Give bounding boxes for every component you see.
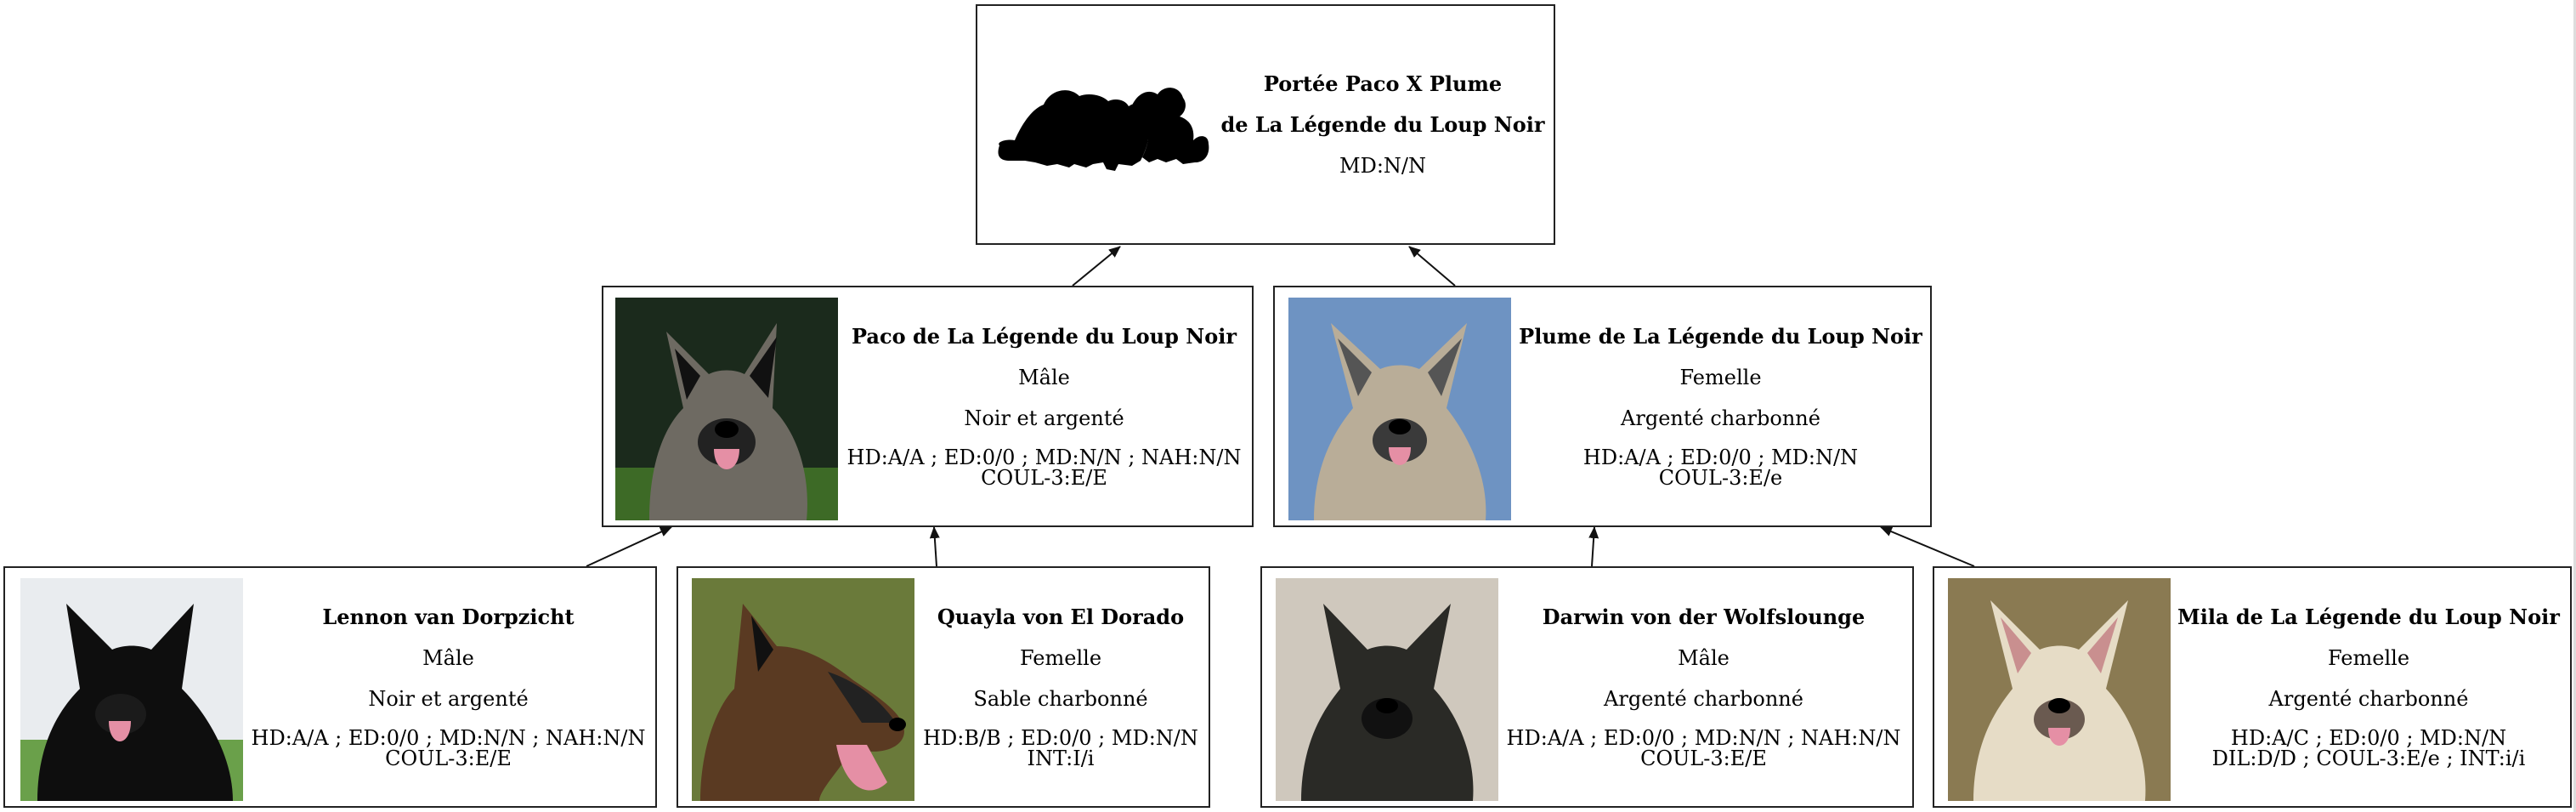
mila-genetics: DIL:D/D ; COUL-3:E/e ; INT:i/i [2211, 747, 2526, 770]
mila-name: Mila de La Légende du Loup Noir [2177, 605, 2560, 629]
darwin-color: Argenté charbonné [1604, 687, 1803, 711]
lennon-sex: Mâle [422, 646, 474, 670]
edge-mila-to-plume [1881, 527, 1974, 566]
parent-node-paco[interactable] [602, 286, 1254, 527]
paco-photo [615, 298, 838, 520]
litter-node[interactable] [976, 4, 1555, 245]
lennon-name: Lennon van Dorpzicht [322, 605, 575, 629]
plume-genetics: COUL-3:E/e [1658, 466, 1783, 490]
plume-name: Plume de La Légende du Loup Noir [1519, 324, 1922, 349]
darwin-health: HD:A/A ; ED:0/0 ; MD:N/N ; NAH:N/N [1506, 726, 1901, 750]
paco-sex: Mâle [1018, 366, 1070, 389]
mila-health: HD:A/C ; ED:0/0 ; MD:N/N [2230, 726, 2507, 750]
edge-paco-to-litter [1073, 247, 1120, 286]
quayla-genetics: INT:I/i [1027, 747, 1095, 770]
grandparent-node-quayla[interactable] [677, 566, 1210, 808]
darwin-genetics: COUL-3:E/E [1640, 747, 1767, 770]
plume-sex: Femelle [1679, 366, 1762, 389]
edge-quayla-to-paco [934, 527, 937, 566]
darwin-photo [1276, 578, 1498, 801]
grandparent-node-darwin[interactable] [1260, 566, 1914, 808]
mila-sex: Femelle [2327, 646, 2410, 670]
quayla-health: HD:B/B ; ED:0/0 ; MD:N/N [923, 726, 1198, 750]
quayla-name: Quayla von El Dorado [937, 605, 1185, 629]
lennon-color: Noir et argenté [368, 687, 529, 711]
plume-color: Argenté charbonné [1621, 406, 1820, 430]
quayla-sex: Femelle [1019, 646, 1102, 670]
parent-node-plume[interactable] [1273, 286, 1932, 527]
edge-darwin-to-plume [1592, 527, 1594, 566]
plume-health: HD:A/A ; ED:0/0 ; MD:N/N [1582, 446, 1859, 469]
paco-health: HD:A/A ; ED:0/0 ; MD:N/N ; NAH:N/N [846, 446, 1242, 469]
litter-title: Portée Paco X Plume [1263, 71, 1503, 96]
quayla-photo [692, 578, 914, 801]
puppies-silhouette-icon [991, 79, 1214, 181]
grandparent-node-mila[interactable] [1933, 566, 2572, 808]
mila-photo [1948, 578, 2171, 801]
litter-md: MD:N/N [1339, 153, 1426, 178]
grandparent-node-lennon[interactable] [3, 566, 657, 808]
lennon-genetics: COUL-3:E/E [385, 747, 512, 770]
darwin-sex: Mâle [1678, 646, 1730, 670]
lennon-photo [20, 578, 243, 801]
paco-name: Paco de La Légende du Loup Noir [852, 324, 1237, 349]
edge-plume-to-litter [1409, 247, 1455, 286]
mila-color: Argenté charbonné [2268, 687, 2469, 711]
edge-lennon-to-paco [586, 527, 671, 566]
paco-color: Noir et argenté [964, 406, 1124, 430]
quayla-color: Sable charbonné [973, 687, 1148, 711]
plume-photo [1288, 298, 1511, 520]
litter-kennel: de La Légende du Loup Noir [1220, 111, 1545, 137]
lennon-health: HD:A/A ; ED:0/0 ; MD:N/N ; NAH:N/N [251, 726, 646, 750]
darwin-name: Darwin von der Wolfslounge [1542, 605, 1865, 629]
paco-genetics: COUL-3:E/E [981, 466, 1107, 490]
